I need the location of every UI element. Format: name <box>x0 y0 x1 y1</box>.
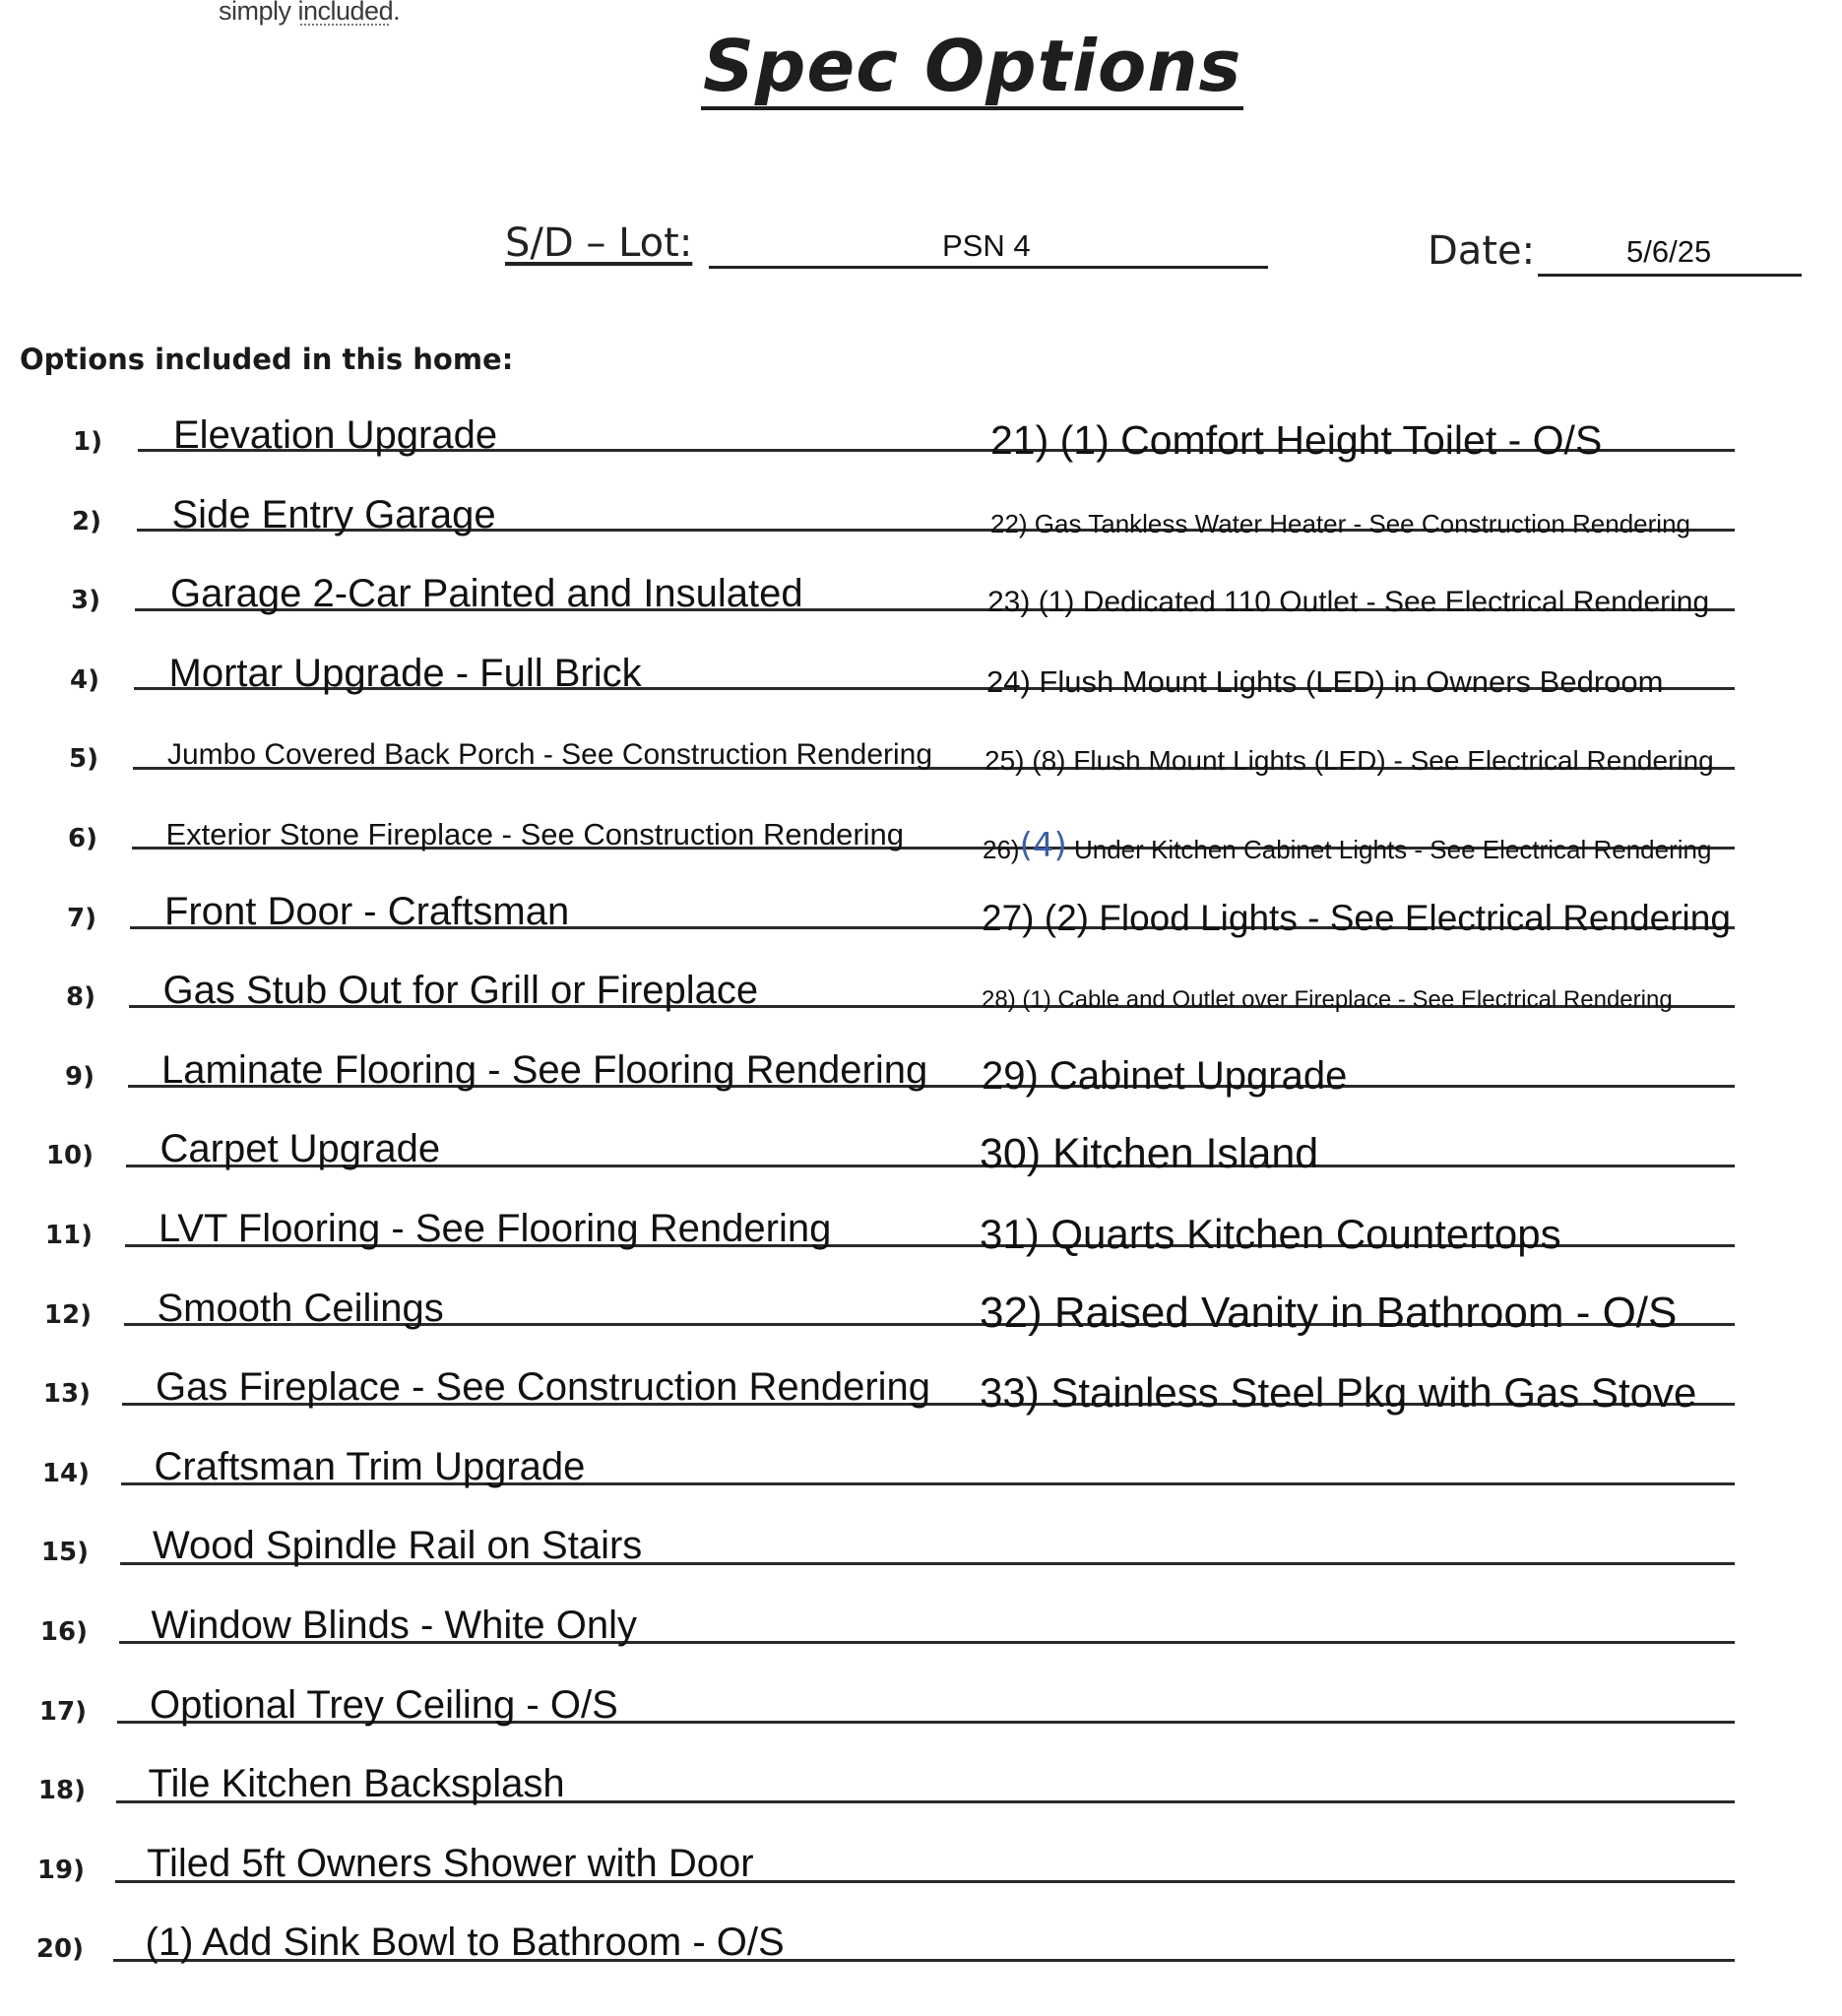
option-text-right: 25) (8) Flush Mount Lights (LED) - See Electrical Rendering <box>985 745 1714 777</box>
option-number: 20) <box>35 1934 84 1965</box>
option-text: Laminate Flooring - See Flooring Rendering <box>161 1047 928 1092</box>
option-text: Jumbo Covered Back Porch - See Construction Rendering <box>167 738 933 772</box>
option-text: Front Door - Craftsman <box>164 889 570 933</box>
option-number: 19) <box>36 1855 85 1885</box>
option-number: 3) <box>71 586 100 616</box>
option-text-right-body: Under Kitchen Cabinet Lights - See Electrical Rendering <box>1066 834 1712 864</box>
option-text: LVT Flooring - See Flooring Rendering <box>159 1207 832 1250</box>
option-text-right: 21) (1) Comfort Height Toilet - O/S <box>990 417 1603 464</box>
lot-label: S/D – Lot: <box>505 220 693 266</box>
brand-logo-text: simply included. <box>219 0 401 26</box>
option-text: Side Entry Garage <box>171 492 496 536</box>
option-text: Elevation Upgrade <box>173 413 498 457</box>
option-text: Optional Trey Ceiling - O/S <box>150 1682 618 1727</box>
option-text-right: 32) Raised Vanity in Bathroom - O/S <box>980 1288 1678 1337</box>
option-text: Gas Fireplace - See Construction Rendering <box>156 1365 931 1410</box>
option-number: 2) <box>72 506 101 536</box>
option-text: Wood Spindle Rail on Stairs <box>153 1524 643 1568</box>
option-text: Garage 2-Car Painted and Insulated <box>170 572 803 616</box>
option-number: 17) <box>38 1696 87 1727</box>
options-intro: Options included in this home: <box>20 343 514 376</box>
option-number: 9) <box>65 1061 95 1092</box>
option-text-right: 30) Kitchen Island <box>980 1130 1319 1178</box>
option-number: 1) <box>73 427 102 457</box>
option-text-right: 28) (1) Cable and Outlet over Fireplace - See Electrical Rendering <box>982 986 1673 1014</box>
option-text-right: 33) Stainless Steel Pkg with Gas Stove <box>980 1368 1697 1416</box>
option-text-right: 24) Flush Mount Lights (LED) in Owners Bedroom <box>986 663 1664 699</box>
option-text: Tiled 5ft Owners Shower with Door <box>147 1841 754 1885</box>
option-text: (1) Add Sink Bowl to Bathroom - O/S <box>145 1921 785 1965</box>
option-text: Exterior Stone Fireplace - See Construction Rendering <box>165 817 905 852</box>
date-value: 5/6/25 <box>1626 234 1712 269</box>
option-number: 13) <box>42 1379 91 1410</box>
option-text: Window Blinds - White Only <box>151 1604 637 1647</box>
option-text-right: 27) (2) Flood Lights - See Electrical Rendering <box>982 897 1731 938</box>
option-text: Smooth Ceilings <box>157 1286 444 1330</box>
lot-value: PSN 4 <box>942 228 1031 263</box>
option-number: 14) <box>41 1458 90 1488</box>
option-text-right: 22) Gas Tankless Water Heater - See Construction Rendering <box>990 509 1691 539</box>
date-label: Date: <box>1428 228 1536 274</box>
option-text-right: 23) (1) Dedicated 110 Outlet - See Electrical Rendering <box>987 585 1710 618</box>
option-number: 18) <box>37 1776 86 1806</box>
option-number: 5) <box>69 744 98 775</box>
option-text: Mortar Upgrade - Full Brick <box>168 651 642 695</box>
option-text-right: 29) Cabinet Upgrade <box>982 1053 1348 1098</box>
option-number: 11) <box>44 1221 93 1250</box>
option-number: 4) <box>70 664 99 695</box>
option-number: 6) <box>68 824 97 853</box>
option-number: 8) <box>66 982 95 1013</box>
option-text-right: 31) Quarts Kitchen Countertops <box>980 1210 1561 1257</box>
handwritten-quantity: (4) <box>1019 825 1067 865</box>
option-number: 15) <box>40 1538 89 1568</box>
option-text: Craftsman Trim Upgrade <box>154 1444 586 1488</box>
option-text: Tile Kitchen Backsplash <box>148 1762 565 1806</box>
option-number: 12) <box>43 1299 92 1330</box>
page-title: Spec Options <box>701 26 1243 110</box>
option-number-right: 26) <box>983 834 1020 864</box>
option-number: 16) <box>39 1617 88 1647</box>
option-number: 10) <box>45 1141 94 1171</box>
option-text-right <box>983 825 1712 865</box>
option-text: Carpet Upgrade <box>159 1127 441 1171</box>
option-text: Gas Stub Out for Grill or Fireplace <box>162 969 759 1013</box>
option-number: 7) <box>67 903 96 933</box>
